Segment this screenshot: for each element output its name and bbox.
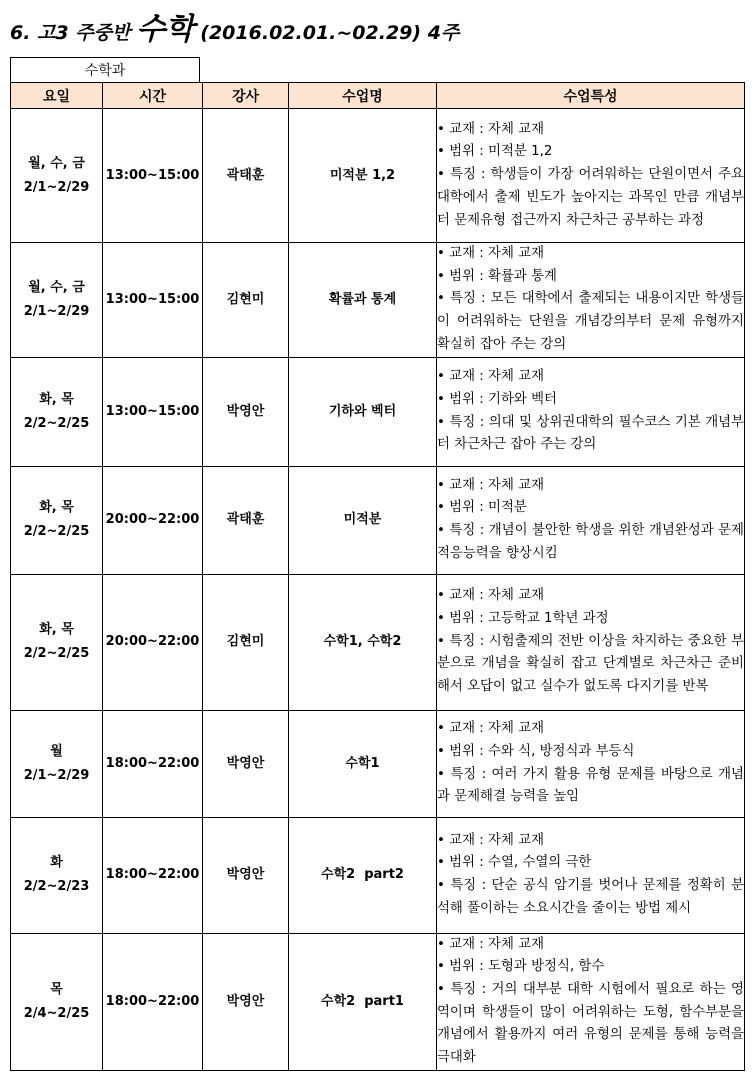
date-range: 2/1~2/29 <box>23 179 90 195</box>
feature-line: • 교재 : 자체 교재 <box>437 588 545 604</box>
course-cell: 미적분 1,2 <box>289 109 437 243</box>
time-cell: 13:00~15:00 <box>103 109 203 243</box>
course-cell: 미적분 <box>289 466 437 574</box>
header-features: 수업특성 <box>437 83 745 109</box>
feature-line: • 특징 : 단순 공식 암기를 벗어나 문제를 정확히 분석해 풀이하는 소요시간을 줄이는 방법 제시 <box>437 878 744 916</box>
feature-line: • 특징 : 시험출제의 전반 이상을 차지하는 중요한 부분으로 개념을 확실히 잡고 단계별로 차근차근 준비해서 오답이 없고 실수가 없도록 다지기를 반복 <box>437 633 744 695</box>
feature-line: • 범위 : 수와 식, 방정식과 부등식 <box>437 743 635 759</box>
teacher-cell: 박영안 <box>203 817 289 933</box>
time-cell: 13:00~15:00 <box>103 357 203 466</box>
features-cell <box>437 817 745 933</box>
time-cell: 18:00~22:00 <box>103 817 203 933</box>
teacher-cell: 김현미 <box>203 243 289 358</box>
date-range: 2/2~2/25 <box>23 524 90 540</box>
table-row <box>11 710 745 817</box>
day-names: 화 <box>50 855 63 871</box>
feature-line: • 교재 : 자체 교재 <box>437 477 545 493</box>
feature-line: • 특징 : 거의 대부분 대학 시험에서 필요로 하는 영역이며 학생들이 많이 어려워하는 도형, 함수부분을 개념에서 활용까지 여러 유형의 문제를 통해 능력을 극대화 <box>437 981 744 1066</box>
feature-line: • 특징 : 개념이 불안한 학생을 위한 개념완성과 문제 적응능력을 향상시킴 <box>437 523 744 561</box>
teacher-cell: 김현미 <box>203 574 289 710</box>
header-day: 요일 <box>11 83 103 109</box>
feature-line: • 범위 : 고등학교 1학년 과정 <box>437 610 609 626</box>
header-time: 시간 <box>103 83 203 109</box>
feature-line: • 특징 : 여러 가지 활용 유형 문제를 바탕으로 개념과 문제해결 능력을 높임 <box>437 766 744 805</box>
feature-line: • 범위 : 확률과 통계 <box>437 268 557 284</box>
course-cell: 기하와 벡터 <box>289 357 437 466</box>
time-cell: 20:00~22:00 <box>103 574 203 710</box>
table-row <box>11 817 745 933</box>
feature-line: • 범위 : 수열, 수열의 극한 <box>437 855 592 871</box>
teacher-cell: 곽태훈 <box>203 109 289 243</box>
table-row <box>11 933 745 1070</box>
feature-line: • 특징 : 의대 및 상위권대학의 필수코스 기본 개념부터 차근차근 잡아 주는 강의 <box>437 414 744 453</box>
features-cell <box>437 574 745 710</box>
day-names: 월 <box>50 743 63 759</box>
date-range: 2/1~2/29 <box>23 767 90 783</box>
course-cell: 확률과 통계 <box>289 243 437 358</box>
day-names: 화, 목 <box>39 391 74 407</box>
header-course: 수업명 <box>289 83 437 109</box>
day-cell <box>11 817 103 933</box>
teacher-cell: 곽태훈 <box>203 466 289 574</box>
time-cell: 18:00~22:00 <box>103 933 203 1070</box>
feature-line: • 범위 : 미적분 1,2 <box>437 144 553 160</box>
day-names: 화, 목 <box>39 622 74 638</box>
title-prefix: 6. 고3 주중반 <box>10 22 131 44</box>
features-cell <box>437 357 745 466</box>
feature-line: • 특징 : 모든 대학에서 출제되는 내용이지만 학생들이 어려워하는 단원을 개념강의부터 문제 유형까지 확실히 잡아 주는 강의 <box>437 291 744 352</box>
date-range: 2/2~2/25 <box>23 646 90 662</box>
time-cell: 13:00~15:00 <box>103 243 203 358</box>
feature-line: • 범위 : 기하와 벡터 <box>437 391 557 407</box>
day-names: 목 <box>50 981 63 997</box>
features-cell <box>437 109 745 243</box>
day-cell <box>11 466 103 574</box>
table-row <box>11 357 745 466</box>
course-cell: 수학1, 수학2 <box>289 574 437 710</box>
date-range: 2/1~2/29 <box>23 303 90 319</box>
teacher-cell: 박영안 <box>203 710 289 817</box>
day-names: 월, 수, 금 <box>28 155 85 171</box>
title-period: (2016.02.01.~02.29) 4주 <box>200 22 460 44</box>
day-cell <box>11 109 103 243</box>
time-cell: 18:00~22:00 <box>103 710 203 817</box>
date-range: 2/2~2/23 <box>23 879 90 895</box>
feature-line: • 교재 : 자체 교재 <box>437 721 545 737</box>
teacher-cell: 박영안 <box>203 357 289 466</box>
day-cell <box>11 243 103 358</box>
table-row <box>11 574 745 710</box>
day-cell <box>11 933 103 1070</box>
feature-line: • 교재 : 자체 교재 <box>437 246 545 261</box>
time-cell: 20:00~22:00 <box>103 466 203 574</box>
table-row <box>11 243 745 358</box>
header-teacher: 강사 <box>203 83 289 109</box>
features-cell <box>437 243 745 358</box>
teacher-cell: 박영안 <box>203 933 289 1070</box>
features-cell <box>437 710 745 817</box>
feature-line: • 특징 : 학생들이 가장 어려워하는 단원이면서 주요대학에서 출제 빈도가 높아지는 과목인 만큼 개념부터 문제유형 접근까지 차근차근 공부하는 과정 <box>437 167 744 228</box>
day-cell <box>11 574 103 710</box>
feature-line: • 교재 : 자체 교재 <box>437 936 545 952</box>
title-subject: 수학 <box>136 12 195 47</box>
date-range: 2/2~2/25 <box>23 415 90 431</box>
schedule-table <box>10 82 745 1071</box>
feature-line: • 교재 : 자체 교재 <box>437 121 545 137</box>
date-range: 2/4~2/25 <box>23 1005 90 1021</box>
feature-line: • 교재 : 자체 교재 <box>437 832 545 848</box>
table-row <box>11 109 745 243</box>
course-cell: 수학1 <box>289 710 437 817</box>
table-row <box>11 466 745 574</box>
schedule-body <box>11 109 745 1071</box>
day-cell <box>11 710 103 817</box>
day-names: 월, 수, 금 <box>28 279 85 295</box>
course-cell: 수학2 part1 <box>289 933 437 1070</box>
day-names: 화, 목 <box>39 500 74 516</box>
course-cell: 수학2 part2 <box>289 817 437 933</box>
feature-line: • 교재 : 자체 교재 <box>437 369 545 385</box>
page-title <box>10 4 459 52</box>
features-cell <box>437 933 745 1070</box>
department-label: 수학과 <box>10 57 200 82</box>
feature-line: • 범위 : 미적분 <box>437 500 527 516</box>
features-cell <box>437 466 745 574</box>
day-cell <box>11 357 103 466</box>
header-row <box>11 83 745 109</box>
feature-line: • 범위 : 도형과 방정식, 함수 <box>437 959 605 975</box>
